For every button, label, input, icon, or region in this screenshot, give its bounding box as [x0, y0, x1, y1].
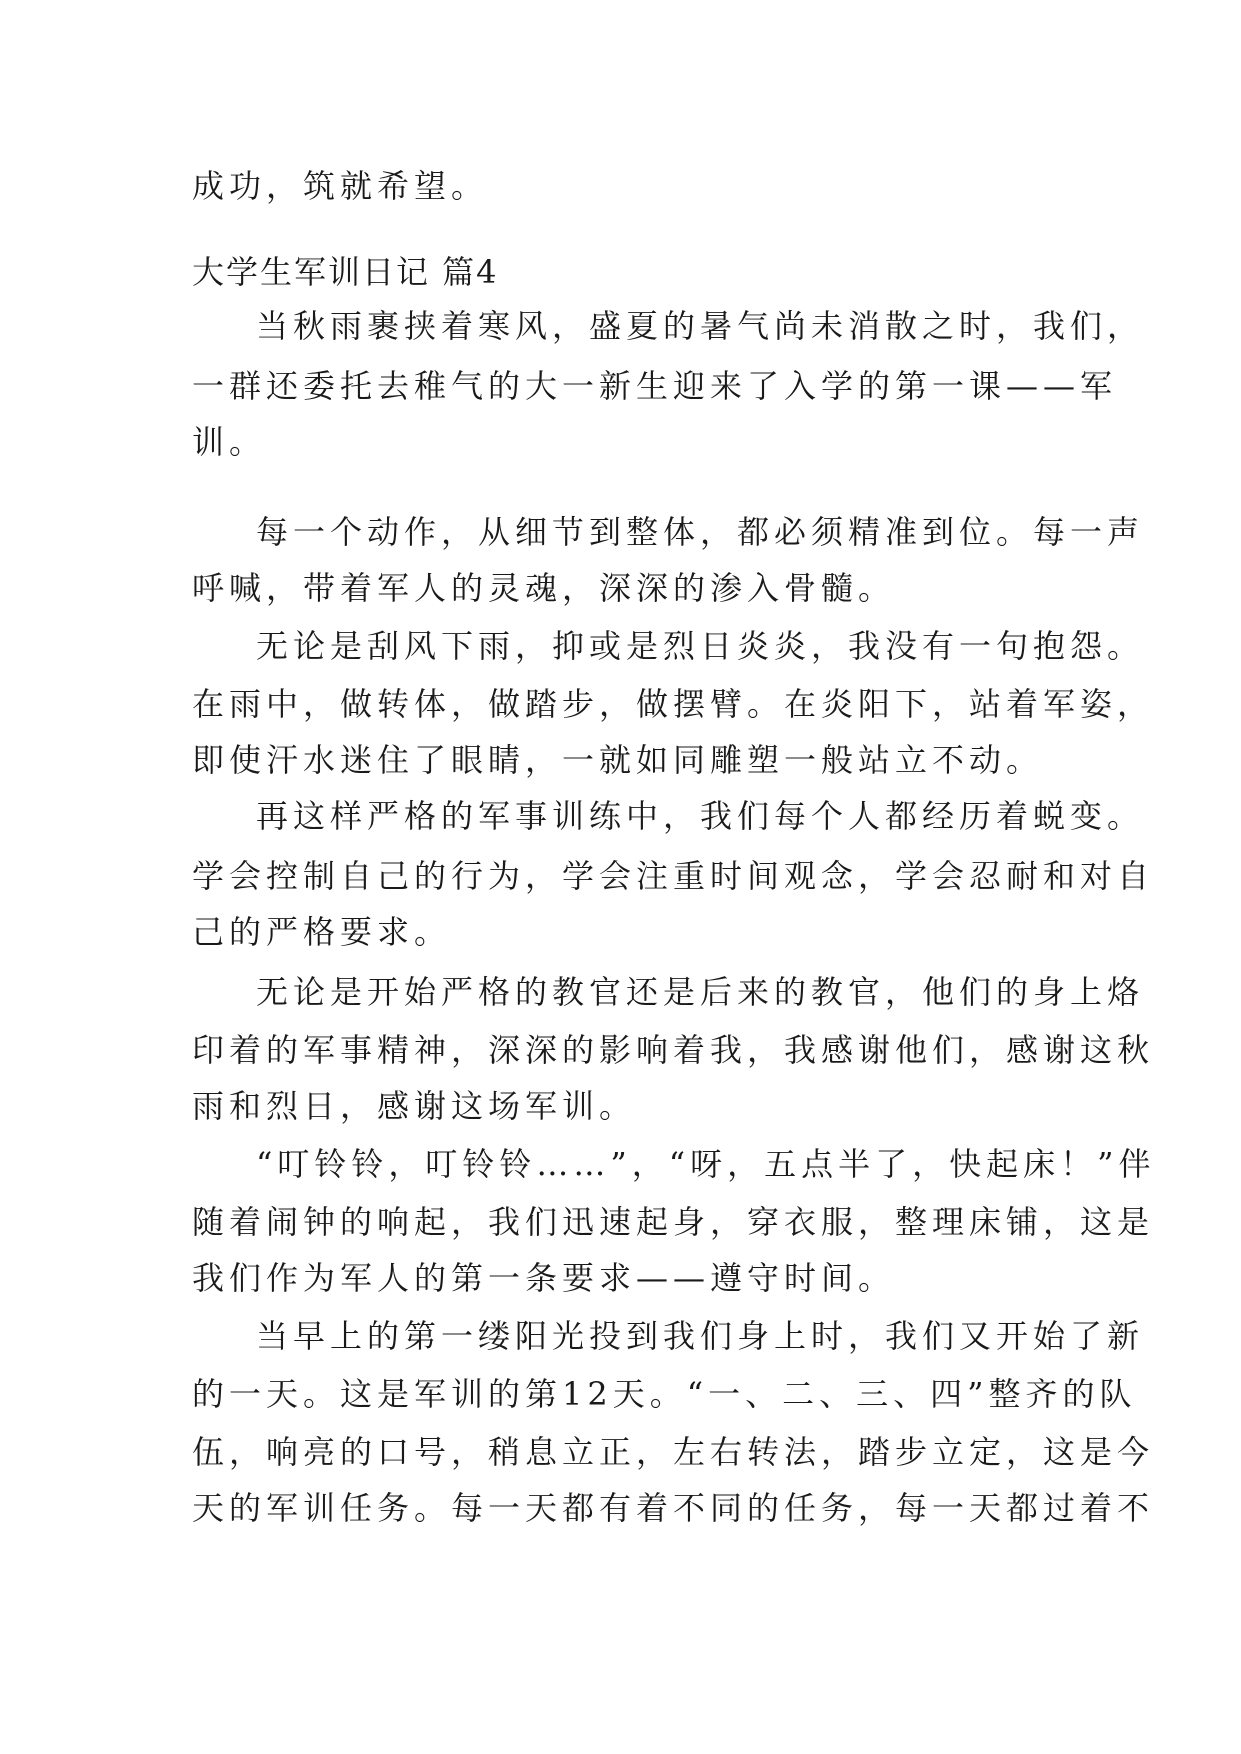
- text-line-continuation: 成功，筑就希望。: [192, 167, 489, 205]
- paragraph-7-line-3: 伍，响亮的口号，稍息立正，左右转法，踏步立定，这是今: [192, 1433, 1155, 1471]
- paragraph-3-line-3: 即使汗水迷住了眼睛，一就如同雕塑一般站立不动。: [192, 741, 1044, 779]
- paragraph-6-line-3: 我们作为军人的第一条要求——遵守时间。: [192, 1259, 896, 1297]
- section-heading: 大学生军训日记 篇4: [192, 253, 499, 291]
- paragraph-7-line-4: 天的军训任务。每一天都有着不同的任务，每一天都过着不: [192, 1489, 1155, 1527]
- paragraph-1-line-3: 训。: [192, 423, 267, 461]
- paragraph-6-line-2: 随着闹钟的响起，我们迅速起身，穿衣服，整理床铺，这是: [192, 1203, 1155, 1241]
- paragraph-1-line-1: 当秋雨裹挟着寒风，盛夏的暑气尚未消散之时，我们，: [256, 307, 1145, 345]
- paragraph-6-line-1: “叮铃铃，叮铃铃……”，“呀，五点半了，快起床！”伴: [256, 1145, 1156, 1183]
- paragraph-4-line-1: 再这样严格的军事训练中，我们每个人都经历着蜕变。: [256, 797, 1145, 835]
- paragraph-7-line-1: 当早上的第一缕阳光投到我们身上时，我们又开始了新: [256, 1317, 1145, 1355]
- paragraph-3-line-1: 无论是刮风下雨，抑或是烈日炎炎，我没有一句抱怨。: [256, 627, 1145, 665]
- paragraph-4-line-3: 己的严格要求。: [192, 913, 452, 951]
- paragraph-3-line-2: 在雨中，做转体，做踏步，做摆臂。在炎阳下，站着军姿，: [192, 685, 1155, 723]
- paragraph-2-line-2: 呼喊，带着军人的灵魂，深深的渗入骨髓。: [192, 569, 896, 607]
- paragraph-5-line-1: 无论是开始严格的教官还是后来的教官，他们的身上烙: [256, 973, 1145, 1011]
- paragraph-7-line-2: 的一天。这是军训的第12天。“一、二、三、四”整齐的队: [192, 1375, 1137, 1413]
- paragraph-2-line-1: 每一个动作，从细节到整体，都必须精准到位。每一声: [256, 513, 1145, 551]
- paragraph-1-line-2: 一群还委托去稚气的大一新生迎来了入学的第一课——军: [192, 367, 1118, 405]
- paragraph-4-line-2: 学会控制自己的行为，学会注重时间观念，学会忍耐和对自: [192, 857, 1155, 895]
- paragraph-5-line-2: 印着的军事精神，深深的影响着我，我感谢他们，感谢这秋: [192, 1031, 1155, 1069]
- paragraph-5-line-3: 雨和烈日，感谢这场军训。: [192, 1087, 637, 1125]
